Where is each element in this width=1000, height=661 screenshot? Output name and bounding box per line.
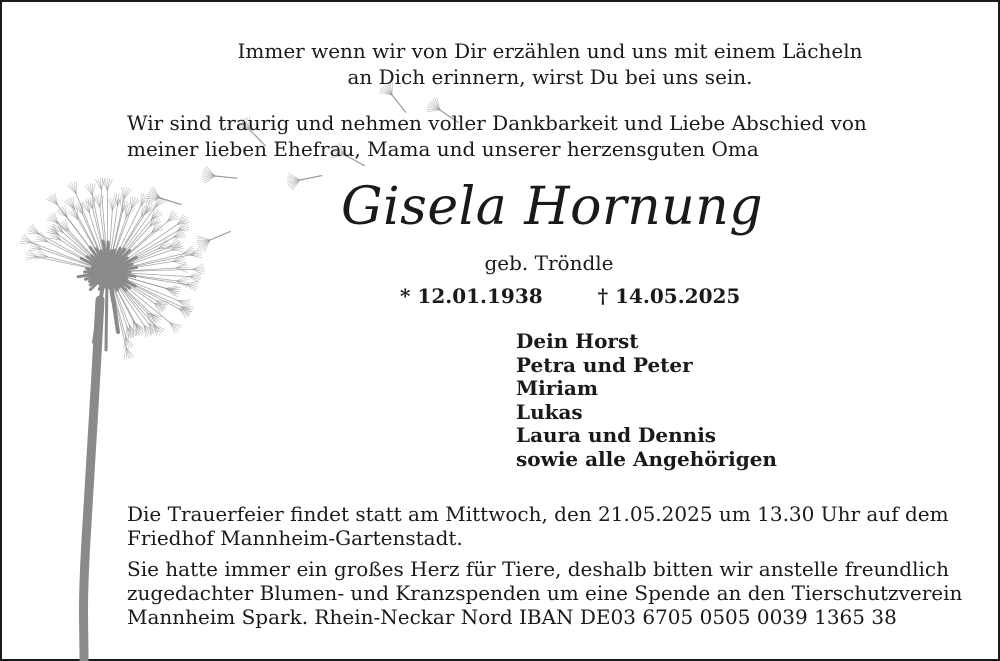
donation-line-3: Mannheim Spark. Rhein-Neckar Nord IBAN DE03 6705 0505 0039 1365 38 <box>127 605 897 629</box>
family-member: Miriam <box>516 376 598 400</box>
death-date: † 14.05.2025 <box>597 284 741 308</box>
farewell-intro <box>127 110 867 162</box>
intro-line-2: meiner lieben Ehefrau, Mama und unserer herzensguten Oma <box>127 137 759 161</box>
life-dates <box>400 283 740 309</box>
ceremony-line-2: Friedhof Mannheim-Gartenstadt. <box>127 526 463 550</box>
donation-line-2: zugedachter Blumen- und Kranzspenden um eine Spende an den Tierschutzverein <box>127 581 963 605</box>
birth-date: * 12.01.1938 <box>400 284 543 308</box>
quote-line-2: an Dich erinnern, wirst Du bei uns sein. <box>347 65 753 89</box>
birth-name: geb. Tröndle <box>484 251 614 275</box>
intro-line-1: Wir sind traurig und nehmen voller Dankbarkeit und Liebe Abschied von <box>127 111 867 135</box>
family-list <box>516 330 777 471</box>
ceremony-line-1: Die Trauerfeier findet statt am Mittwoch, den 21.05.2025 um 13.30 Uhr auf dem <box>127 502 949 526</box>
deceased-name: Gisela Hornung <box>340 177 764 237</box>
family-member: Dein Horst <box>516 329 639 353</box>
family-member: sowie alle Angehörigen <box>516 446 777 471</box>
quote-line-1: Immer wenn wir von Dir erzählen und uns mit einem Lächeln <box>237 39 863 63</box>
donation-info <box>127 557 962 629</box>
family-member: Lukas <box>516 399 583 424</box>
donation-line-1: Sie hatte immer ein großes Herz für Tiere, deshalb bitten wir anstelle freundlich <box>127 557 949 581</box>
memorial-quote <box>0 38 1000 90</box>
family-member: Petra und Peter <box>516 352 693 377</box>
family-member: Laura und Dennis <box>516 423 717 447</box>
ceremony-info <box>127 502 949 550</box>
